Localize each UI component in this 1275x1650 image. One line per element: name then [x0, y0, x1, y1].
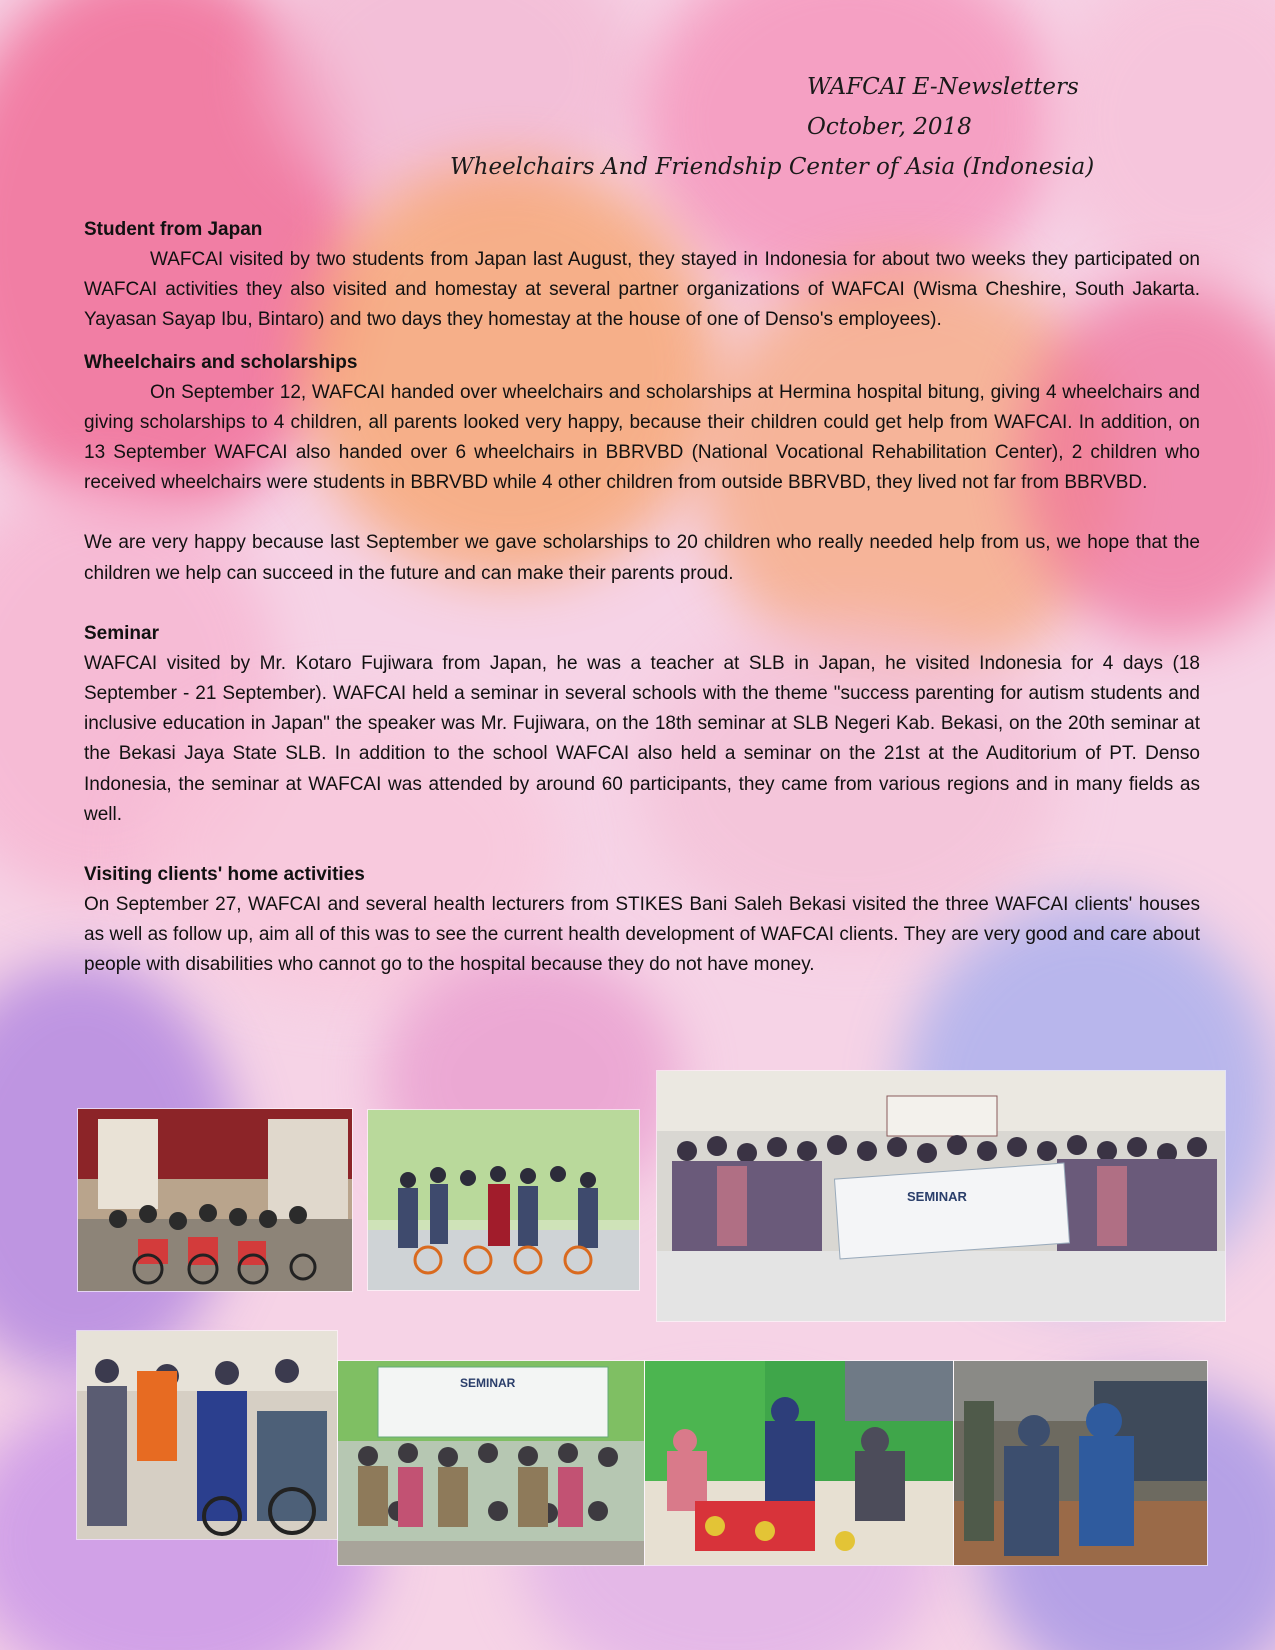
section-title-wheelchairs: Wheelchairs and scholarships — [84, 351, 358, 373]
seminar-banner-text-2: SEMINAR — [460, 1376, 516, 1390]
photo-home-visit-family — [76, 1330, 338, 1540]
photo-wheelchair-handover-hospital — [367, 1109, 640, 1291]
section-body-visiting: On September 27, WAFCAI and several health lecturers from STIKES Bani Saleh Bekasi visited the three WAFCAI clients' houses as well as follow up, aim all of this was to see the current health development of WAFCAI clients. They are very good and care about people with disabilities who cannot go to the hospital because they do not have money. — [84, 894, 1200, 976]
section-body-student: WAFCAI visited by two students from Japan last August, they stayed in Indonesia for about two weeks they participated on WAFCAI activities they also visited and homestay at several partner organizations of WAFCAI (Wisma Cheshire, South Jakarta. Yayasan Sayap Ibu, Bintaro) and two days they homestay at the house of one of Denso's employees). — [84, 249, 1200, 331]
photo-seminar-group — [656, 1070, 1226, 1322]
section-body-wheelchairs: On September 12, WAFCAI handed over wheelchairs and scholarships at Hermina hospital bitung, giving 4 wheelchairs and giving scholarships to 4 children, all parents looked very happy, because their children could get help from WAFCAI. In addition, on 13 September WAFCAI also handed over 6 wheelchairs in BBRVBD (National Vocational Rehabilitation Center), 2 children who received wheelchairs were students in BBRVBD while 4 other children from outside BBRVBD, they lived not far from BBRVBD. — [84, 381, 1200, 494]
newsletter-body — [84, 215, 1200, 981]
newsletter-title: WAFCAI E-Newsletters — [807, 74, 1079, 100]
section-title-seminar: Seminar — [84, 622, 159, 644]
section-body-scholarships: We are very happy because last September we gave scholarships to 20 children who really needed help from us, we hope that the children we help can succeed in the future and can make their parents proud. — [84, 532, 1200, 584]
section-title-student: Student from Japan — [84, 219, 263, 240]
newsletter-date: October, 2018 — [807, 114, 972, 140]
photo-wheelchair-handover-hall — [77, 1108, 353, 1292]
photo-home-visit-floor — [644, 1360, 954, 1566]
seminar-banner-text: SEMINAR — [907, 1189, 967, 1204]
section-title-visiting: Visiting clients' home activities — [84, 864, 365, 886]
photo-home-visit-hug — [953, 1360, 1208, 1566]
organization-name: Wheelchairs And Friendship Center of Asia (Indonesia) — [450, 154, 1095, 180]
section-body-seminar: WAFCAI visited by Mr. Kotaro Fujiwara from Japan, he was a teacher at SLB in Japan, he visited Indonesia for 4 days (18 September - 21 September). WAFCAI held a seminar in several schools with the theme "success parenting for autism students and inclusive education in Japan" the speaker was Mr. Fujiwara, on the 18th seminar at SLB Negeri Kab. Bekasi, on the 20th seminar at the Bekasi Jaya State SLB. In addition to the school WAFCAI also held a seminar on the 21st at the Auditorium of PT. Denso Indonesia, the seminar at WAFCAI was attended by around 60 participants, they came from various regions and in many fields as well. — [84, 652, 1200, 825]
photo-seminar-school — [337, 1360, 645, 1566]
